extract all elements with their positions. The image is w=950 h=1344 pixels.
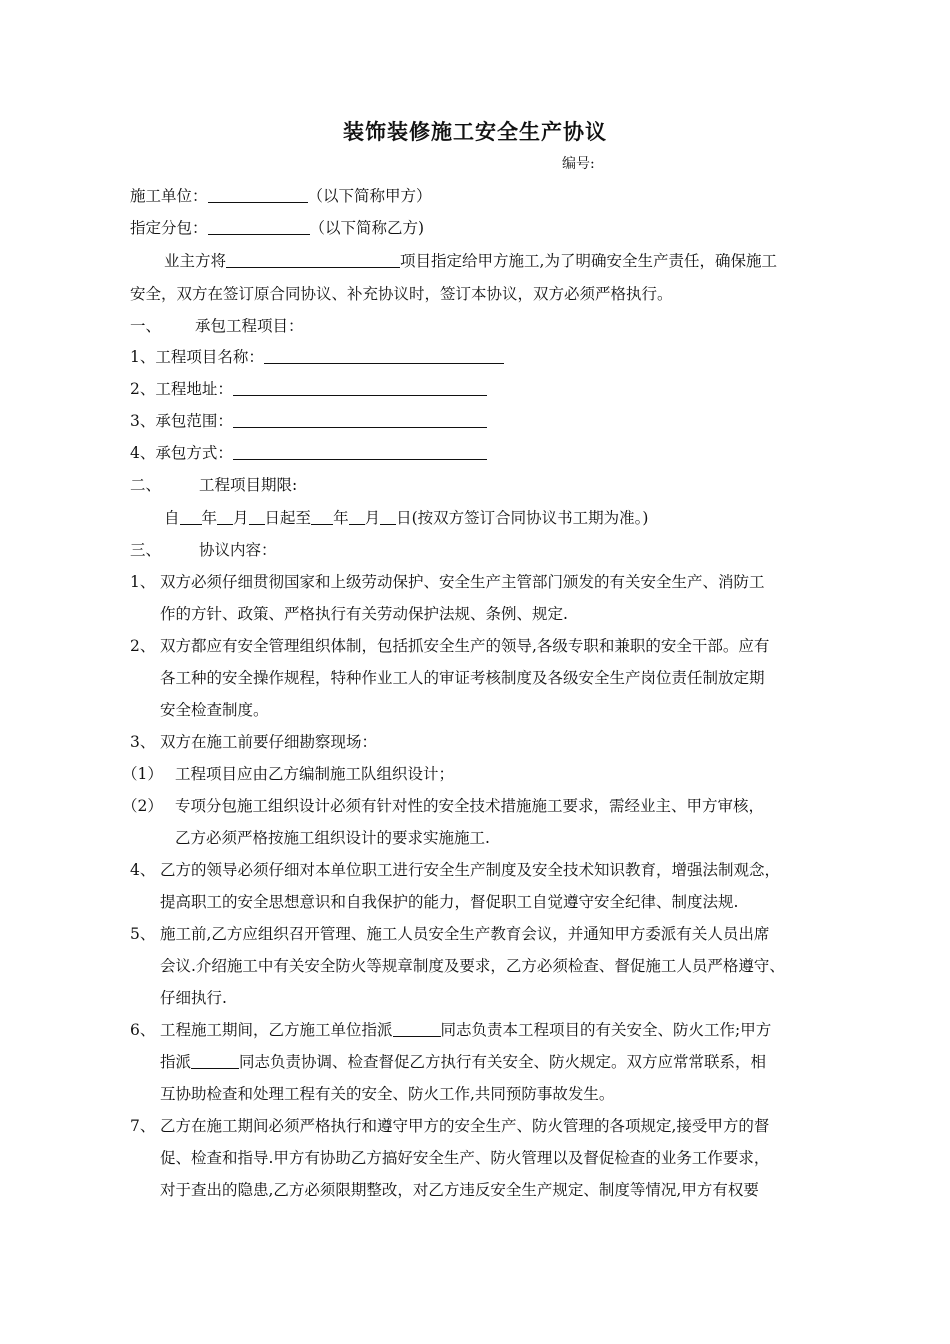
period-from: 自 — [164, 509, 180, 527]
clause-num: 6、 — [130, 1021, 156, 1039]
intro-line-1 — [164, 251, 777, 271]
assignee-blank — [393, 1020, 441, 1037]
section-1-heading — [130, 316, 304, 336]
intro-part2: 项目指定给甲方施工,为了明确安全生产责任，确保施工 — [400, 252, 777, 270]
assignee-blank — [191, 1052, 239, 1069]
clause-text — [160, 1020, 771, 1040]
subclause-text: 工程项目应由乙方编制施工队组织设计； — [175, 765, 455, 783]
project-item-num: 3、 — [130, 412, 156, 430]
section-3-heading — [130, 540, 277, 560]
clause-text — [160, 1052, 766, 1072]
period-line — [164, 508, 648, 528]
clause-text: 提高职工的安全思想意识和自我保护的能力，督促职工自觉遵守安全纪律、制度法规. — [160, 893, 739, 911]
intro-project-blank — [226, 251, 400, 268]
clause-text: 双方必须仔细贯彻国家和上级劳动保护、安全生产主管部门颁发的有关安全生产、消防工 — [160, 573, 765, 591]
clause-6-part-b: 同志负责本工程项目的有关安全、防火工作;甲方 — [440, 1021, 772, 1039]
period-blank — [349, 508, 365, 525]
clause-num: 1、 — [130, 573, 156, 591]
project-item-num: 4、 — [130, 444, 156, 462]
clause-6-part-c: 指派 — [160, 1053, 192, 1071]
clause-text: 对于查出的隐患,乙方必须限期整改，对乙方违反安全生产规定、制度等情况,甲方有权要 — [160, 1181, 759, 1199]
project-item-blank — [264, 347, 504, 364]
party-b-label: 指定分包： — [130, 219, 208, 237]
period-blank — [380, 508, 396, 525]
project-item — [130, 411, 487, 431]
clause-text: 乙方的领导必须仔细对本单位职工进行安全生产制度及安全技术知识教育，增强法制观念， — [160, 861, 781, 879]
section-2-title: 工程项目期限: — [199, 476, 298, 494]
section-3-title: 协议内容： — [199, 541, 277, 559]
project-item-num: 2、 — [130, 380, 156, 398]
project-item-label: 工程地址： — [155, 380, 233, 398]
clause-text: 作的方针、政策、严格执行有关劳动保护法规、条例、规定. — [160, 605, 568, 623]
period-year: 年 — [201, 509, 218, 527]
clause-text: 乙方在施工期间必须严格执行和遵守甲方的安全生产、防火管理的各项规定,接受甲方的督 — [160, 1117, 770, 1135]
project-item-blank — [233, 411, 487, 428]
clause-text: 各工种的安全操作规程，特种作业工人的审证考核制度及各级安全生产岗位责任制放定期 — [160, 669, 765, 687]
clause-text: 双方都应有安全管理组织体制，包括抓安全生产的领导,各级专职和兼职的安全干部。应有 — [160, 637, 770, 655]
party-a-blank — [208, 186, 308, 203]
project-item-num: 1、 — [130, 348, 156, 366]
party-b-blank — [208, 218, 310, 235]
period-note: 日(按双方签订合同协议书工期为准。) — [396, 509, 649, 527]
clause-text: 会议.介绍施工中有关安全防火等规章制度及要求，乙方必须检查、督促施工人员严格遵守、 — [160, 957, 785, 975]
clause-num: 3、 — [130, 733, 156, 751]
project-item — [130, 379, 487, 399]
subclause-num: （1） — [122, 765, 163, 783]
document-title: 装饰装修施工安全生产协议 — [343, 119, 607, 144]
section-3-num: 三、 — [130, 541, 162, 559]
project-item — [130, 443, 487, 463]
intro-line-2: 安全，双方在签订原合同协议、补充协议时，签订本协议，双方必须严格执行。 — [130, 285, 673, 303]
period-blank — [180, 508, 202, 525]
period-blank — [217, 508, 233, 525]
section-1-title: 承包工程项目： — [195, 317, 304, 335]
project-item-blank — [233, 379, 487, 396]
project-item-label: 承包方式： — [155, 444, 233, 462]
section-1-num: 一、 — [130, 317, 162, 335]
project-item-blank — [233, 443, 487, 460]
period-to: 日起至 — [264, 509, 312, 527]
period-month: 月 — [364, 509, 381, 527]
intro-part1: 业主方将 — [164, 252, 227, 270]
clause-num: 4、 — [130, 861, 156, 879]
period-blank — [311, 508, 333, 525]
clause-text: 促、检查和指导.甲方有协助乙方搞好安全生产、防火管理以及督促检查的业务工作要求， — [160, 1149, 770, 1167]
clause-text: 互协助检查和处理工程有关的安全、防火工作,共同预防事故发生。 — [160, 1085, 615, 1103]
party-a-suffix: （以下简称甲方） — [307, 187, 432, 205]
party-b-suffix: （以下简称乙方) — [309, 219, 425, 237]
project-item-label: 承包范围： — [155, 412, 233, 430]
project-item — [130, 347, 504, 367]
clause-text: 施工前,乙方应组织召开管理、施工人员安全生产教育会议，并通知甲方委派有关人员出席 — [160, 925, 770, 943]
subclause-text: 乙方必须严格按施工组织设计的要求实施施工. — [175, 829, 490, 847]
party-a-label: 施工单位： — [130, 187, 208, 205]
clause-6-part-d: 同志负责协调、检查督促乙方执行有关安全、防火规定。双方应常常联系，相 — [239, 1053, 767, 1071]
clause-text: 仔细执行. — [160, 989, 227, 1007]
clause-text: 双方在施工前要仔细勘察现场： — [160, 733, 378, 751]
clause-num: 2、 — [130, 637, 156, 655]
party-a-line — [130, 186, 432, 206]
number-label: 编号: — [562, 156, 595, 172]
clause-text: 安全检查制度。 — [160, 701, 269, 719]
section-2-num: 二、 — [130, 476, 162, 494]
section-2-heading — [130, 475, 297, 495]
party-b-line — [130, 218, 424, 238]
subclause-text: 专项分包施工组织设计必须有针对性的安全技术措施施工要求，需经业主、甲方审核， — [175, 797, 765, 815]
subclause-num: （2） — [122, 797, 163, 815]
project-item-label: 工程项目名称： — [155, 348, 264, 366]
period-month: 月 — [233, 509, 249, 527]
clause-6-part-a: 工程施工期间，乙方施工单位指派 — [160, 1021, 393, 1039]
period-blank — [249, 508, 265, 525]
clause-num: 7、 — [130, 1117, 156, 1135]
period-year: 年 — [333, 509, 349, 527]
clause-num: 5、 — [130, 925, 156, 943]
